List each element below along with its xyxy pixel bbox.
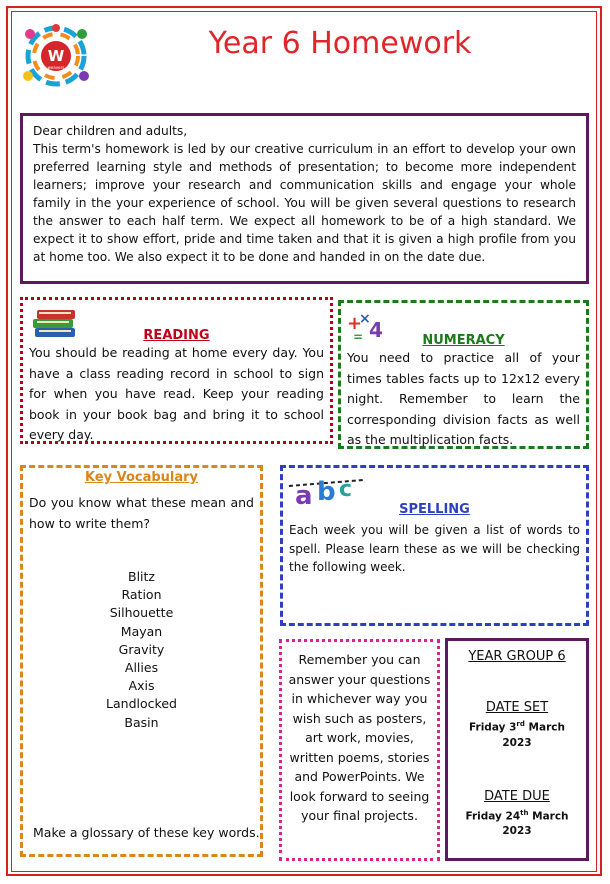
vocabulary-word: Allies <box>124 660 159 676</box>
vocabulary-heading: Key Vocabulary <box>84 470 199 485</box>
vocabulary-word: Axis <box>128 678 155 694</box>
vocabulary-word: Gravity <box>118 641 165 657</box>
svg-text:×: × <box>359 311 371 327</box>
vocabulary-word: Blitz <box>128 569 155 584</box>
books-icon <box>29 306 81 340</box>
spelling-text: Each week you will be given a list of words to spell. Please learn these as we will be checking the following week. <box>289 523 580 574</box>
date-set-value: Friday 3rd March 2023 <box>469 720 565 749</box>
remember-text: Remember you can answer your questions in whichever way you wish such as posters, art work, movies, written poems, stories and PowerPoints. We look forward to seeing your final projects. <box>288 652 431 823</box>
reading-text: You should be reading at home every day. You have a class reading record in school to sign for when you have read. Keep your reading book in your book bag and bring it to school every day. <box>29 345 324 442</box>
reading-box <box>20 297 333 444</box>
vocabulary-word: Landlocked <box>106 696 177 712</box>
svg-text:a: a <box>295 481 313 510</box>
year-group-title: YEAR GROUP 6 <box>468 649 566 664</box>
numeracy-box <box>338 300 589 449</box>
svg-text:4: 4 <box>369 318 383 342</box>
year-group-box <box>445 638 589 861</box>
svg-text:c: c <box>339 477 353 502</box>
letters-icon <box>287 470 367 510</box>
numeracy-heading: NUMERACY <box>422 333 505 348</box>
svg-text:b: b <box>317 477 336 507</box>
date-set-label: DATE SET <box>485 700 549 715</box>
page-title: Year 6 Homework <box>208 26 472 61</box>
numeracy-text: You need to practice all of your times tables facts up to 12x12 every night. Remember to learn the corresponding division facts as well as the multiplication facts. <box>347 350 580 447</box>
date-due-value: Friday 24th March 2023 <box>465 808 569 837</box>
intro-box <box>20 113 589 284</box>
vocabulary-question: Do you know what these mean and how to write them? <box>29 495 254 531</box>
logo-letter: W <box>47 47 65 65</box>
spelling-box <box>280 465 589 626</box>
numbers-icon <box>345 307 393 343</box>
vocabulary-word: Mayan <box>120 623 163 639</box>
date-due-label: DATE DUE <box>484 788 550 804</box>
svg-text:=: = <box>353 330 364 343</box>
vocabulary-word: Silhouette <box>109 605 174 621</box>
remember-box <box>279 639 440 861</box>
vocabulary-footer: Make a glossary of these key words. <box>33 825 260 840</box>
intro-paragraph: This term's homework is led by our creative curriculum in an effort to develop your own preferred learning style and methods of presentation; to become more independent learners; improve your research and communication skills and engage your whole family in the your experience of school. You will be given several questions to research the answer to each half term. We expect all homework to be of a high standard. We expect it to show effort, pride and time taken and that it is given a high profile from you at home too. We also expect it to be done and handed in on the date due. <box>33 142 576 264</box>
vocabulary-list <box>29 568 254 732</box>
reading-heading: READING <box>143 328 210 343</box>
vocabulary-word: Basin <box>124 714 159 730</box>
school-logo <box>16 20 96 90</box>
intro-greeting: Dear children and adults, <box>33 124 188 138</box>
spelling-heading: SPELLING <box>399 502 470 517</box>
logo-text: weavers <box>47 65 65 70</box>
svg-text:+: + <box>347 313 363 334</box>
vocabulary-word: Ration <box>121 587 162 603</box>
vocabulary-box <box>20 465 263 857</box>
